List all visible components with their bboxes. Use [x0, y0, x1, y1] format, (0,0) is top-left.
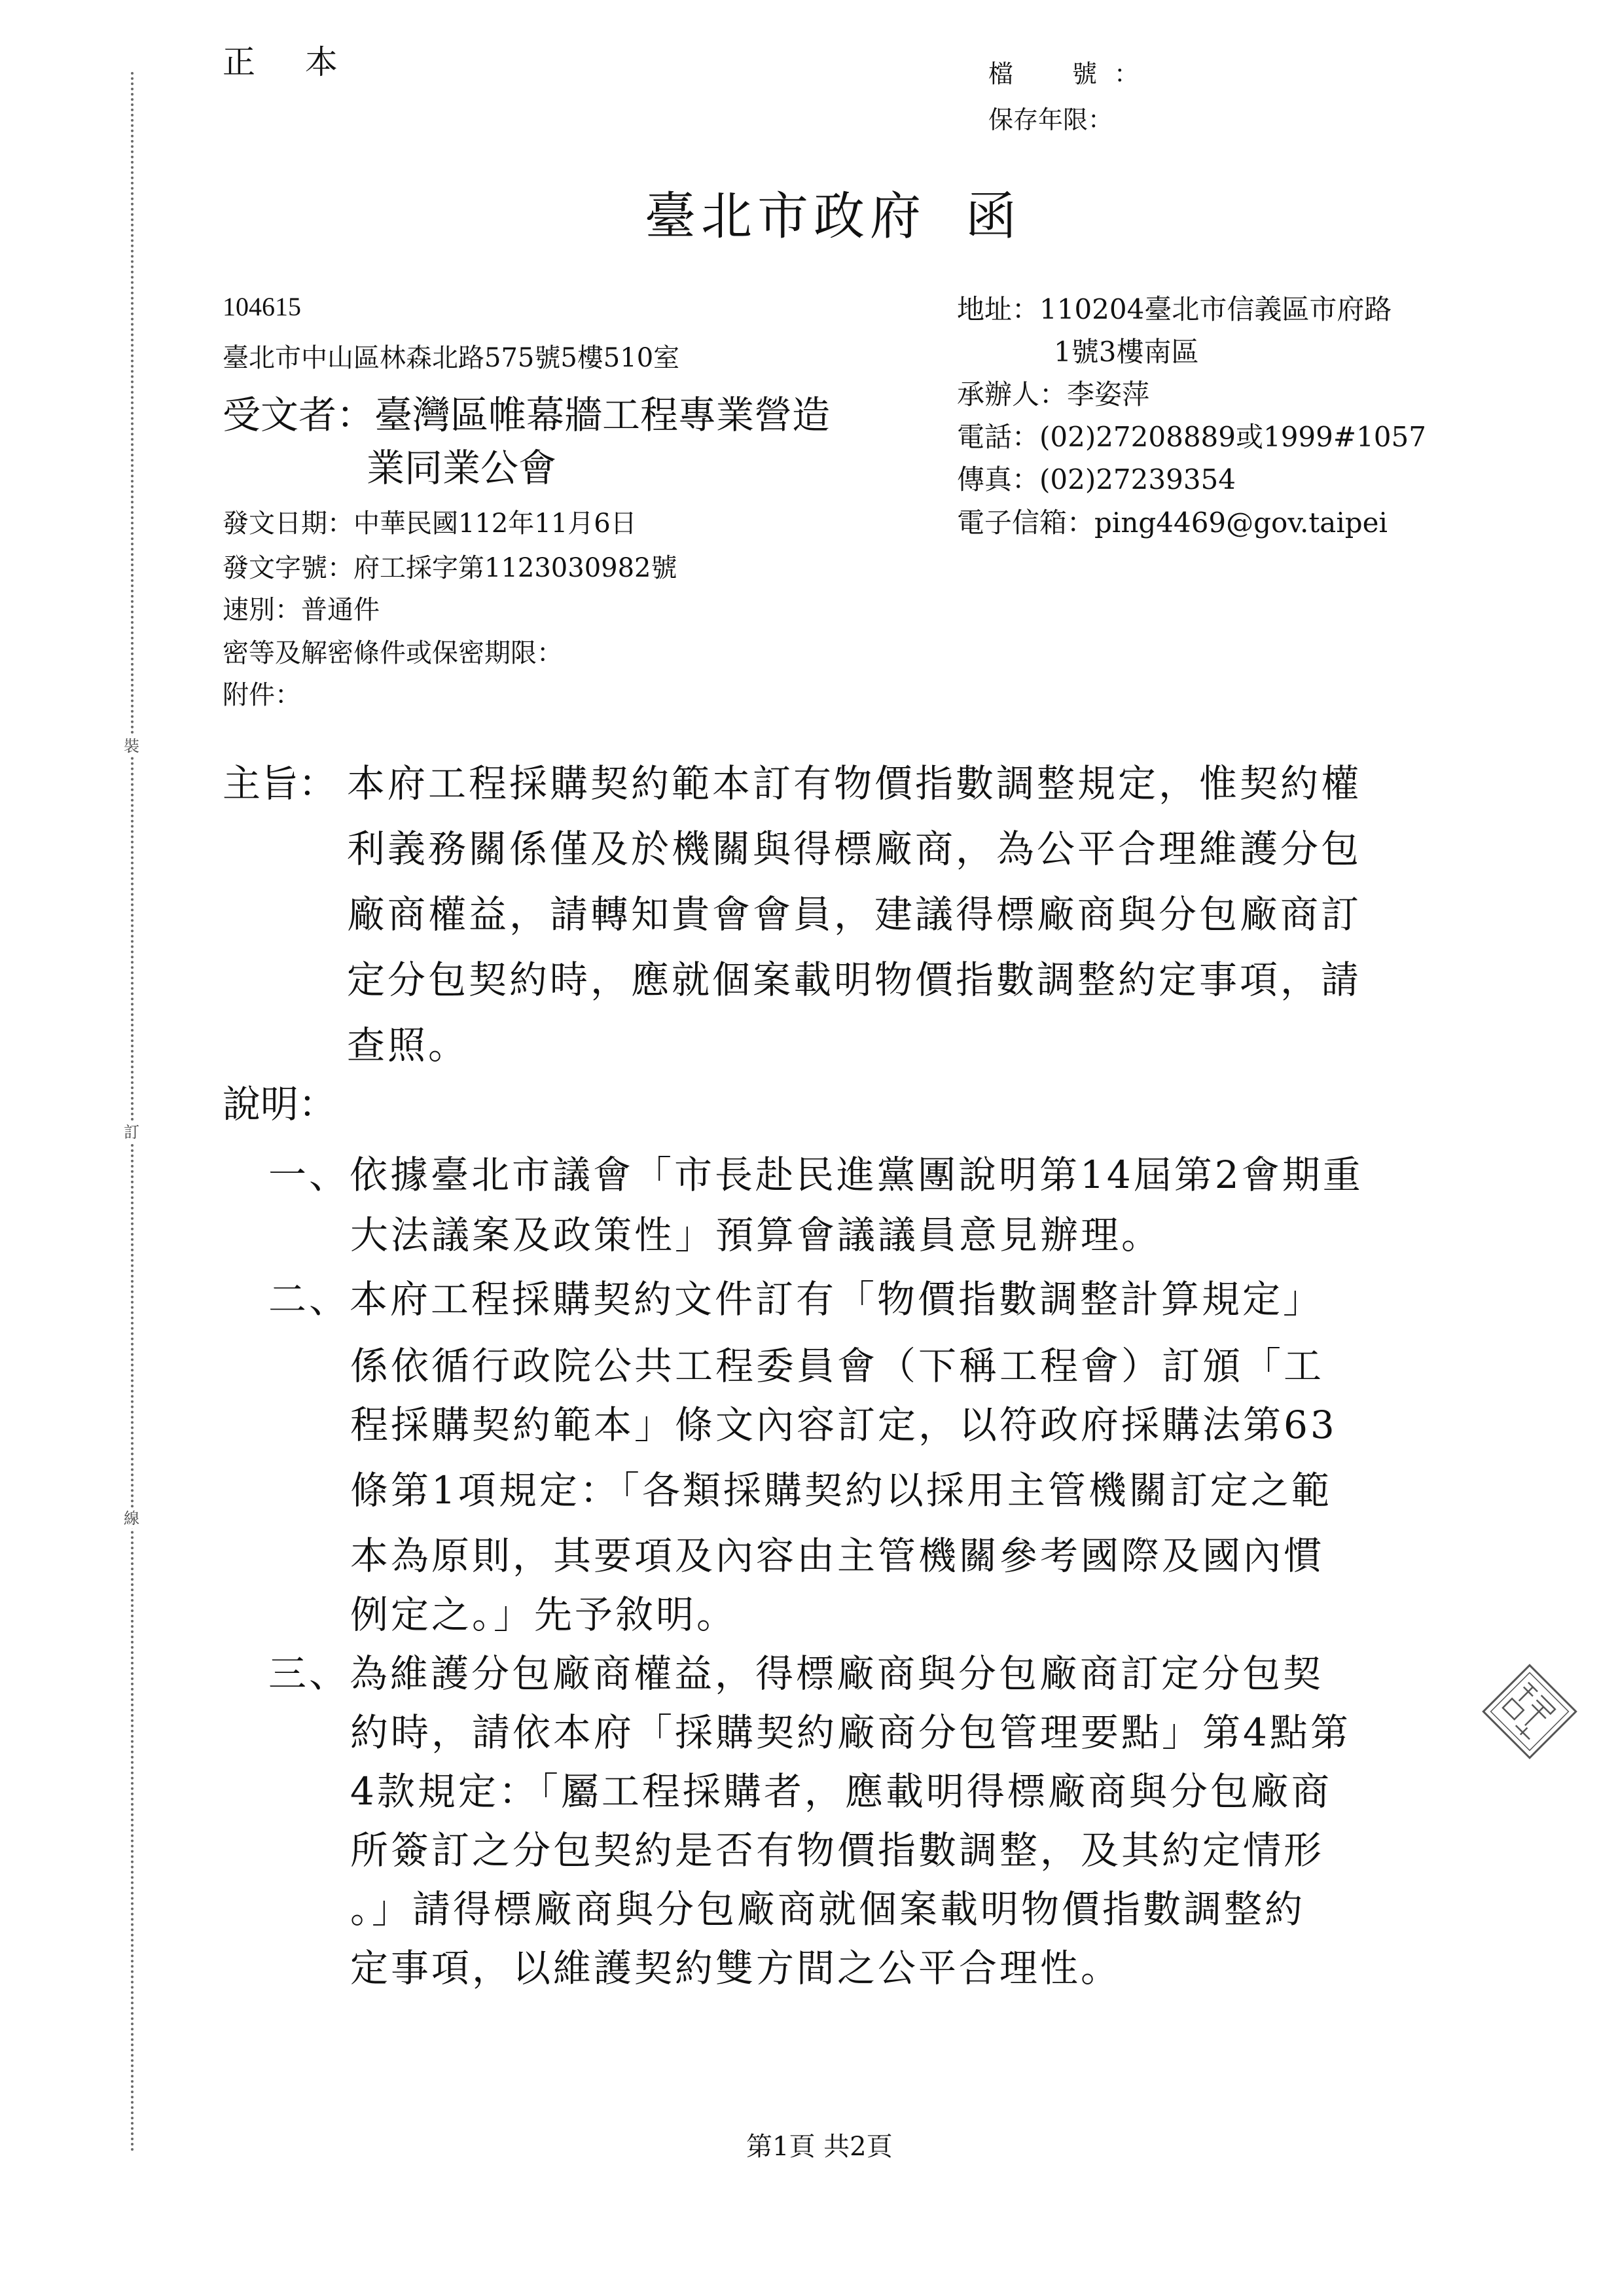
sender-email[interactable]: 電子信箱：ping4469@gov.taipei [957, 507, 1388, 539]
explanation-item-2-line: 程採購契約範本」條文內容訂定，以符政府採購法第63 [350, 1403, 1337, 1447]
binding-mark-ding: 訂 [124, 1123, 139, 1141]
subject-line: 查照。 [347, 1023, 469, 1067]
subject-line: 利義務關係僅及於機關與得標廠商，為公平合理維護分包 [347, 827, 1362, 871]
explanation-item-2-line: 係依循行政院公共工程委員會（下稱工程會）訂頒「工 [350, 1344, 1325, 1388]
original-copy-mark: 正 本 [223, 43, 357, 81]
explanation-item-2-line: 例定之。」先予敘明。 [350, 1592, 738, 1637]
explanation-item-3-line: 。」請得標廠商與分包廠商就個案載明物價指數調整約 [350, 1887, 1306, 1931]
sender-phone: 電話：(02)27208889或1999#1057 [957, 421, 1426, 453]
page-indicator: 第1頁 共2頁 [746, 2132, 893, 2162]
recipient-postal-code: 104615 [223, 292, 301, 321]
retention-period-label: 保存年限： [988, 105, 1113, 134]
explanation-item-3-line: 約時，請依本府「採購契約廠商分包管理要點」第4點第 [350, 1710, 1351, 1755]
classification-label: 密等及解密條件或保密期限： [223, 638, 563, 668]
explanation-item-3-line: 定事項，以維護契約雙方間之公平合理性。 [350, 1946, 1122, 1990]
issue-date: 發文日期：中華民國112年11月6日 [223, 509, 637, 539]
explanation-item-3-line: 三、為維護分包廠商權益，得標廠商與分包廠商訂定分包契 [268, 1651, 1324, 1696]
sender-fax: 傳真：(02)27239354 [957, 463, 1236, 495]
binding-mark-zhuang: 裝 [124, 737, 139, 755]
sender-address-line1: 地址：110204臺北市信義區市府路 [957, 293, 1392, 325]
sender-handler: 承辦人：李姿萍 [957, 378, 1150, 410]
subject-line: 定分包契約時，應就個案載明物價指數調整約定事項，請 [347, 958, 1362, 1002]
official-seal-stamp [1481, 1662, 1579, 1761]
attachment-label: 附件： [223, 680, 301, 710]
file-number-label: 檔 號： [988, 60, 1157, 88]
explanation-item-3-line: 所簽訂之分包契約是否有物價指數調整，及其約定情形 [350, 1828, 1325, 1873]
subject-line: 本府工程採購契約範本訂有物價指數調整規定，惟契約權 [347, 761, 1362, 806]
binding-dotted-line [131, 72, 134, 2153]
explanation-item-1-line: 一、依據臺北市議會「市長赴民進黨團說明第14屆第2會期重 [268, 1153, 1363, 1197]
document-number: 發文字號：府工採字第1123030982號 [223, 553, 677, 583]
subject-label: 主旨： [223, 761, 337, 806]
explanation-item-2-line: 條第1項規定：「各類採購契約以採用主管機關訂定之範 [350, 1468, 1332, 1513]
explanation-item-3-line: 4款規定：「屬工程採購者，應載明得標廠商與分包廠商 [350, 1769, 1332, 1814]
subject-line: 廠商權益，請轉知貴會會員，建議得標廠商與分包廠商訂 [347, 892, 1362, 937]
binding-mark-xian: 線 [124, 1509, 139, 1528]
recipient-name-line1: 受文者：臺灣區帷幕牆工程專業營造 [223, 393, 831, 437]
delivery-speed: 速別：普通件 [223, 595, 380, 625]
explanation-item-1-line: 大法議案及政策性」預算會議議員意見辦理。 [350, 1213, 1162, 1257]
explanation-item-2-line: 二、本府工程採購契約文件訂有「物價指數調整計算規定」 [268, 1277, 1324, 1321]
explanation-item-2-line: 本為原則，其要項及內容由主管機關參考國際及國內慣 [350, 1534, 1325, 1578]
recipient-name-line2: 業同業公會 [367, 446, 557, 490]
recipient-address: 臺北市中山區林森北路575號5樓510室 [223, 343, 680, 373]
sender-address-line2: 1號3樓南區 [1054, 336, 1199, 368]
document-type: 函 [965, 187, 1022, 246]
document-title [645, 175, 1022, 249]
explanation-label: 說明： [223, 1082, 337, 1126]
agency-name: 臺北市政府 [645, 187, 927, 246]
